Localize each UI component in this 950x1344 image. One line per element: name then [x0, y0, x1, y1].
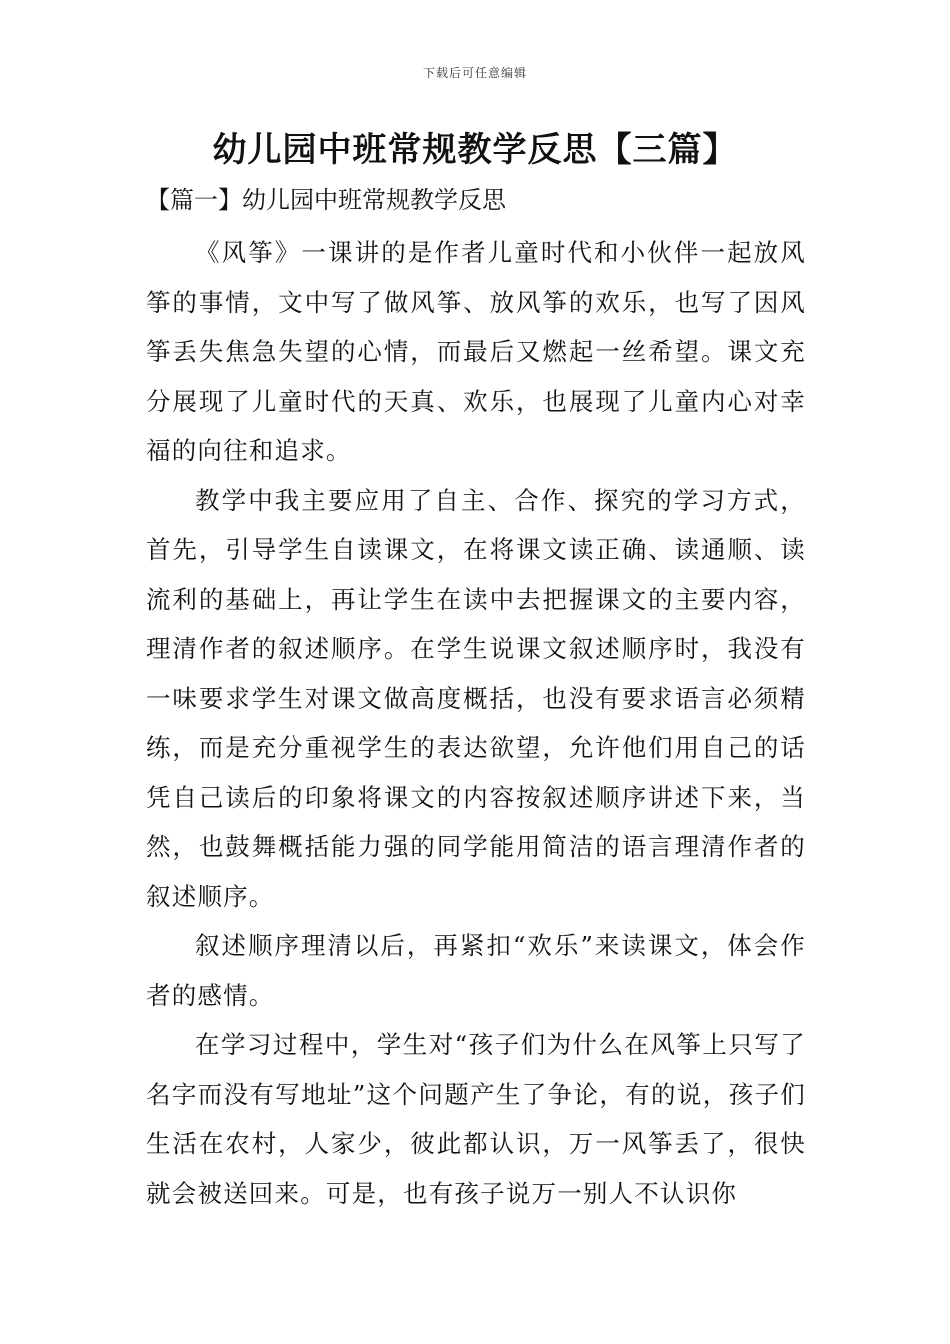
paragraph-4: 在学习过程中，学生对“孩子们为什么在风筝上只写了名字而没有写地址”这个问题产生了争论，有的说，孩子们生活在农村，人家少，彼此都认识，万一风筝丢了，很快就会被送回来。可是，也有孩子说万一别人不认识你: [146, 1030, 806, 1208]
header-note: 下载后可任意编辑: [422, 66, 527, 80]
paragraph-3: 叙述顺序理清以后，再紧扣“欢乐”来读课文，体会作者的感情。: [146, 931, 806, 1010]
body-text: [146, 228, 806, 1218]
paragraph-1: 《风筝》一课讲的是作者儿童时代和小伙伴一起放风筝的事情，文中写了做风筝、放风筝的欢乐，也写了因风筝丢失焦急失望的心情，而最后又燃起一丝希望。课文充分展现了儿童时代的天真、欢乐，也展现了儿童内心对幸福的向往和追求。: [146, 238, 806, 465]
document-title: 幼儿园中班常规教学反思【三篇】: [212, 130, 738, 170]
paragraph-2: 教学中我主要应用了自主、合作、探究的学习方式，首先，引导学生自读课文，在将课文读正确、读通顺、读流利的基础上，再让学生在读中去把握课文的主要内容，理清作者的叙述顺序。在学生说课文叙述顺序时，我没有一味要求学生对课文做高度概括，也没有要求语言必须精练，而是充分重视学生的表达欲望，允许他们用自己的话凭自己读后的印象将课文的内容按叙述顺序讲述下来，当然，也鼓舞概括能力强的同学能用简洁的语言理清作者的叙述顺序。: [146, 485, 806, 911]
section-heading: 【篇一】幼儿园中班常规教学反思: [146, 186, 506, 214]
